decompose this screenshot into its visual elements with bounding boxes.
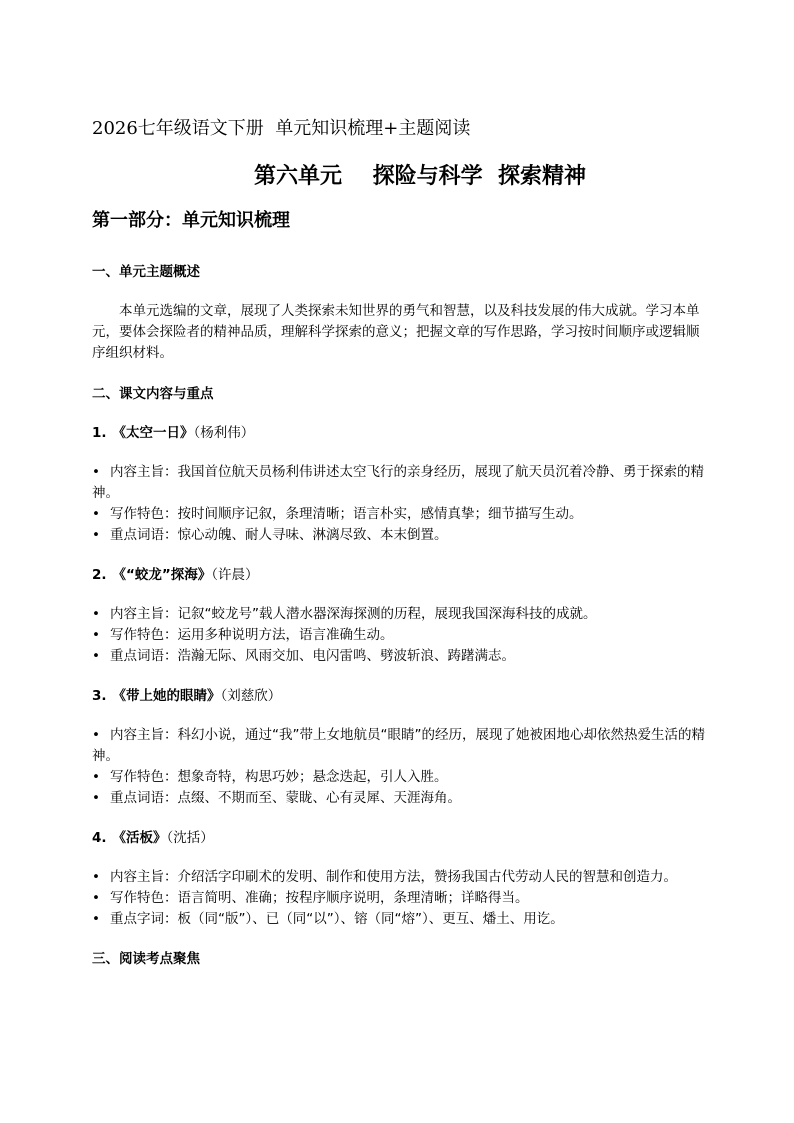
lesson-heading	[92, 686, 712, 707]
bullet-text: 重点字词：板（同“版”）、已（同“以”）、镕（同“熔”）、更互、燔土、用讫。	[110, 911, 564, 927]
part-title: 第一部分：单元知识梳理	[92, 210, 290, 231]
bullet-text: 内容主旨：记叙“蛟龙号”载人潜水器深海探测的历程，展现我国深海科技的成就。	[110, 606, 597, 622]
lesson-bullet	[92, 462, 712, 504]
lesson-title: 《“蛟龙”探海》	[112, 567, 212, 583]
lesson-block	[92, 423, 712, 546]
lesson-block	[92, 686, 712, 809]
lesson-title: 《带上她的眼睛》	[112, 688, 221, 704]
bullet-dot-icon: •	[92, 606, 100, 622]
lesson-title: 《活板》	[112, 830, 167, 846]
lesson-number: 1.	[92, 425, 107, 441]
lesson-bullet	[92, 767, 712, 788]
bullet-dot-icon: •	[92, 627, 100, 643]
lesson-bullet	[92, 867, 712, 888]
lesson-number: 3.	[92, 688, 107, 704]
lesson-block	[92, 565, 712, 667]
bullet-dot-icon: •	[92, 869, 100, 885]
lesson-bullet	[92, 625, 712, 646]
lesson-number: 4.	[92, 830, 107, 846]
lesson-bullet	[92, 788, 712, 809]
unit-title: 第六单元 探险与科学 探索精神	[254, 163, 586, 189]
bullet-dot-icon: •	[92, 464, 100, 480]
lesson-title: 《太空一日》	[112, 425, 194, 441]
bullet-text: 写作特色：按时间顺序记叙，条理清晰；语言朴实，感情真挚；细节描写生动。	[110, 506, 583, 522]
section-heading-reading: 三、阅读考点聚焦	[92, 951, 200, 967]
lesson-author: （许晨）	[211, 567, 259, 583]
lesson-block	[92, 828, 712, 930]
lesson-bullet	[92, 604, 712, 625]
lesson-heading	[92, 423, 712, 444]
lesson-author: （沈括）	[166, 830, 214, 846]
lesson-bullet	[92, 646, 712, 667]
bullet-text: 写作特色：想象奇特，构思巧妙；悬念迭起，引人入胜。	[110, 769, 448, 785]
bullet-dot-icon: •	[92, 506, 100, 522]
bullet-text: 内容主旨：我国首位航天员杨利伟讲述太空飞行的亲身经历，展现了航天员沉着冷静、勇于探索的精神。	[92, 464, 704, 501]
bullet-dot-icon: •	[92, 790, 100, 806]
bullet-text: 内容主旨：介绍活字印刷术的发明、制作和使用方法，赞扬我国古代劳动人民的智慧和创造力。	[110, 869, 677, 885]
document-body	[92, 262, 712, 988]
bullet-dot-icon: •	[92, 727, 100, 743]
lesson-author: （刘慈欣）	[220, 688, 282, 704]
lesson-number: 2.	[92, 567, 107, 583]
lesson-bullet	[92, 725, 712, 767]
bullet-dot-icon: •	[92, 769, 100, 785]
lesson-bullet	[92, 888, 712, 909]
lesson-bullet	[92, 504, 712, 525]
bullet-text: 内容主旨：科幻小说，通过“我”带上女地航员“眼睛”的经历，展现了她被困地心却依然热爱生活的精神。	[92, 727, 705, 764]
lesson-heading	[92, 565, 712, 586]
bullet-dot-icon: •	[92, 648, 100, 664]
bullet-text: 写作特色：语言简明、准确；按程序顺序说明，条理清晰；详略得当。	[110, 890, 529, 906]
overview-paragraph: 本单元选编的文章，展现了人类探索未知世界的勇气和智慧，以及科技发展的伟大成就。学习本单元，要体会探险者的精神品质，理解科学探索的意义；把握文章的写作思路，学习按时间顺序或逻辑顺序组织材料。	[92, 303, 700, 361]
bullet-dot-icon: •	[92, 527, 100, 543]
lesson-bullet	[92, 909, 712, 930]
bullet-text: 重点词语：点缀、不期而至、蒙眬、心有灵犀、天涯海角。	[110, 790, 461, 806]
lesson-list	[92, 423, 712, 930]
lesson-heading	[92, 828, 712, 849]
section-heading-lessons: 二、课文内容与重点	[92, 386, 214, 402]
section-heading-overview: 一、单元主题概述	[92, 264, 200, 280]
bullet-dot-icon: •	[92, 890, 100, 906]
document-title: 2026七年级语文下册 单元知识梳理+主题阅读	[92, 118, 471, 139]
bullet-text: 写作特色：运用多种说明方法，语言准确生动。	[110, 627, 394, 643]
lesson-bullet	[92, 525, 712, 546]
lesson-author: （杨利伟）	[193, 425, 255, 441]
bullet-text: 重点词语：惊心动魄、耐人寻味、淋漓尽致、本末倒置。	[110, 527, 448, 543]
bullet-text: 重点词语：浩瀚无际、风雨交加、电闪雷鸣、劈波斩浪、踌躇满志。	[110, 648, 515, 664]
bullet-dot-icon: •	[92, 911, 100, 927]
